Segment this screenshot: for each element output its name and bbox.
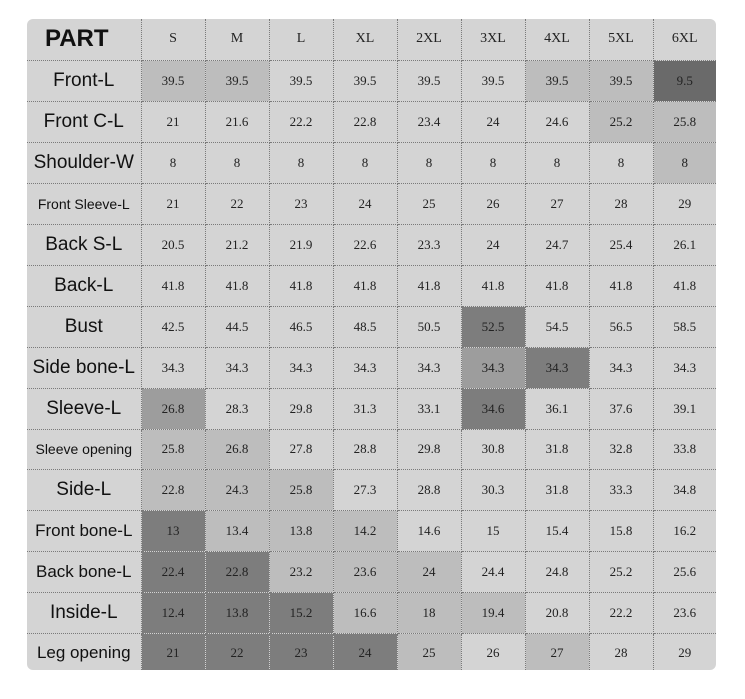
measurement-cell: 34.3: [333, 347, 397, 388]
measurement-cell: 25.6: [653, 551, 716, 592]
measurement-cell: 26: [461, 633, 525, 670]
part-header: PART: [27, 19, 141, 60]
measurement-cell: 22.8: [141, 469, 205, 510]
measurement-cell: 21: [141, 633, 205, 670]
size-header-m: M: [205, 19, 269, 60]
measurement-cell: 23.2: [269, 551, 333, 592]
size-header-s: S: [141, 19, 205, 60]
measurement-cell: 22.4: [141, 551, 205, 592]
measurement-cell: 39.1: [653, 388, 716, 429]
measurement-cell: 31.8: [525, 429, 589, 469]
measurement-cell: 21.6: [205, 101, 269, 142]
measurement-cell: 46.5: [269, 306, 333, 347]
table-row: [27, 60, 716, 101]
measurement-cell: 8: [461, 142, 525, 183]
part-label: Sleeve-L: [27, 388, 141, 429]
table-row: [27, 633, 716, 670]
measurement-cell: 22.8: [333, 101, 397, 142]
size-header-l: L: [269, 19, 333, 60]
measurement-cell: 39.5: [589, 60, 653, 101]
measurement-cell: 24: [461, 224, 525, 265]
measurement-cell: 34.3: [525, 347, 589, 388]
measurement-cell: 28.8: [397, 469, 461, 510]
measurement-cell: 14.6: [397, 510, 461, 551]
size-chart: [27, 19, 716, 670]
measurement-cell: 8: [333, 142, 397, 183]
measurement-cell: 41.8: [205, 265, 269, 306]
measurement-cell: 25.4: [589, 224, 653, 265]
measurement-cell: 34.3: [269, 347, 333, 388]
measurement-cell: 34.6: [461, 388, 525, 429]
measurement-cell: 36.1: [525, 388, 589, 429]
measurement-cell: 34.3: [461, 347, 525, 388]
part-label: Back-L: [27, 265, 141, 306]
measurement-cell: 24: [333, 183, 397, 224]
measurement-cell: 13.8: [205, 592, 269, 633]
measurement-cell: 30.8: [461, 429, 525, 469]
measurement-cell: 42.5: [141, 306, 205, 347]
measurement-cell: 23.3: [397, 224, 461, 265]
measurement-cell: 20.8: [525, 592, 589, 633]
measurement-cell: 22.2: [589, 592, 653, 633]
measurement-cell: 25.2: [589, 551, 653, 592]
measurement-cell: 15.8: [589, 510, 653, 551]
table-row: [27, 183, 716, 224]
measurement-cell: 50.5: [397, 306, 461, 347]
measurement-cell: 24.4: [461, 551, 525, 592]
table-row: [27, 592, 716, 633]
table-row: [27, 101, 716, 142]
size-header-5xl: 5XL: [589, 19, 653, 60]
measurement-cell: 41.8: [525, 265, 589, 306]
measurement-cell: 41.8: [461, 265, 525, 306]
measurement-cell: 8: [397, 142, 461, 183]
part-label: Leg opening: [27, 633, 141, 670]
size-header-4xl: 4XL: [525, 19, 589, 60]
measurement-cell: 29.8: [397, 429, 461, 469]
table-row: [27, 469, 716, 510]
measurement-cell: 15.4: [525, 510, 589, 551]
measurement-cell: 29: [653, 633, 716, 670]
measurement-cell: 22.2: [269, 101, 333, 142]
measurement-cell: 26.8: [205, 429, 269, 469]
part-label: Shoulder-W: [27, 142, 141, 183]
size-header-3xl: 3XL: [461, 19, 525, 60]
measurement-cell: 25.8: [141, 429, 205, 469]
measurement-cell: 8: [589, 142, 653, 183]
measurement-cell: 28.3: [205, 388, 269, 429]
measurement-cell: 39.5: [397, 60, 461, 101]
part-label: Front bone-L: [27, 510, 141, 551]
table-row: [27, 510, 716, 551]
measurement-cell: 54.5: [525, 306, 589, 347]
measurement-cell: 39.5: [333, 60, 397, 101]
part-label: Back bone-L: [27, 551, 141, 592]
measurement-cell: 23.4: [397, 101, 461, 142]
header-row: [27, 19, 716, 60]
measurement-cell: 25: [397, 183, 461, 224]
measurement-cell: 39.5: [525, 60, 589, 101]
measurement-cell: 34.3: [397, 347, 461, 388]
measurement-cell: 39.5: [461, 60, 525, 101]
measurement-cell: 39.5: [141, 60, 205, 101]
measurement-cell: 13.8: [269, 510, 333, 551]
measurement-cell: 28: [589, 633, 653, 670]
measurement-cell: 15.2: [269, 592, 333, 633]
measurement-cell: 26: [461, 183, 525, 224]
measurement-cell: 15: [461, 510, 525, 551]
measurement-cell: 23.6: [333, 551, 397, 592]
part-label: Front-L: [27, 60, 141, 101]
measurement-cell: 56.5: [589, 306, 653, 347]
measurement-cell: 24: [397, 551, 461, 592]
measurement-cell: 52.5: [461, 306, 525, 347]
part-label: Back S-L: [27, 224, 141, 265]
measurement-cell: 18: [397, 592, 461, 633]
measurement-cell: 24.3: [205, 469, 269, 510]
measurement-cell: 34.3: [653, 347, 716, 388]
table-row: [27, 551, 716, 592]
table-row: [27, 388, 716, 429]
measurement-cell: 21: [141, 183, 205, 224]
measurement-cell: 21: [141, 101, 205, 142]
measurement-cell: 41.8: [653, 265, 716, 306]
measurement-cell: 24: [461, 101, 525, 142]
measurement-cell: 28: [589, 183, 653, 224]
measurement-cell: 39.5: [205, 60, 269, 101]
measurement-cell: 23: [269, 633, 333, 670]
measurement-cell: 9.5: [653, 60, 716, 101]
table-row: [27, 429, 716, 469]
part-label: Side-L: [27, 469, 141, 510]
measurement-cell: 33.3: [589, 469, 653, 510]
measurement-cell: 34.3: [205, 347, 269, 388]
table-row: [27, 347, 716, 388]
measurement-cell: 32.8: [589, 429, 653, 469]
measurement-cell: 25: [397, 633, 461, 670]
measurement-cell: 31.3: [333, 388, 397, 429]
measurement-cell: 34.8: [653, 469, 716, 510]
measurement-cell: 24: [333, 633, 397, 670]
measurement-cell: 24.7: [525, 224, 589, 265]
measurement-cell: 23: [269, 183, 333, 224]
part-label: Bust: [27, 306, 141, 347]
measurement-cell: 34.3: [589, 347, 653, 388]
measurement-cell: 25.8: [653, 101, 716, 142]
measurement-cell: 23.6: [653, 592, 716, 633]
measurement-cell: 14.2: [333, 510, 397, 551]
measurement-cell: 22.8: [205, 551, 269, 592]
table-row: [27, 265, 716, 306]
measurement-cell: 19.4: [461, 592, 525, 633]
measurement-cell: 44.5: [205, 306, 269, 347]
measurement-cell: 13: [141, 510, 205, 551]
measurement-cell: 8: [525, 142, 589, 183]
measurement-cell: 20.5: [141, 224, 205, 265]
size-table: [27, 19, 716, 670]
measurement-cell: 41.8: [141, 265, 205, 306]
measurement-cell: 33.8: [653, 429, 716, 469]
measurement-cell: 8: [205, 142, 269, 183]
size-header-6xl: 6XL: [653, 19, 716, 60]
measurement-cell: 26.1: [653, 224, 716, 265]
part-label: Sleeve opening: [27, 429, 141, 469]
part-label: Front Sleeve-L: [27, 183, 141, 224]
measurement-cell: 31.8: [525, 469, 589, 510]
measurement-cell: 25.2: [589, 101, 653, 142]
measurement-cell: 37.6: [589, 388, 653, 429]
measurement-cell: 8: [653, 142, 716, 183]
measurement-cell: 29.8: [269, 388, 333, 429]
measurement-cell: 8: [141, 142, 205, 183]
size-header-xl: XL: [333, 19, 397, 60]
measurement-cell: 27.8: [269, 429, 333, 469]
part-label: Inside-L: [27, 592, 141, 633]
measurement-cell: 27: [525, 183, 589, 224]
measurement-cell: 27: [525, 633, 589, 670]
measurement-cell: 58.5: [653, 306, 716, 347]
part-label: Front C-L: [27, 101, 141, 142]
measurement-cell: 41.8: [397, 265, 461, 306]
measurement-cell: 33.1: [397, 388, 461, 429]
measurement-cell: 28.8: [333, 429, 397, 469]
measurement-cell: 41.8: [333, 265, 397, 306]
measurement-cell: 24.6: [525, 101, 589, 142]
measurement-cell: 22: [205, 183, 269, 224]
measurement-cell: 27.3: [333, 469, 397, 510]
measurement-cell: 48.5: [333, 306, 397, 347]
measurement-cell: 29: [653, 183, 716, 224]
measurement-cell: 41.8: [589, 265, 653, 306]
measurement-cell: 21.2: [205, 224, 269, 265]
measurement-cell: 34.3: [141, 347, 205, 388]
table-row: [27, 224, 716, 265]
measurement-cell: 8: [269, 142, 333, 183]
table-row: [27, 142, 716, 183]
measurement-cell: 16.2: [653, 510, 716, 551]
measurement-cell: 13.4: [205, 510, 269, 551]
measurement-cell: 12.4: [141, 592, 205, 633]
measurement-cell: 30.3: [461, 469, 525, 510]
table-row: [27, 306, 716, 347]
measurement-cell: 24.8: [525, 551, 589, 592]
measurement-cell: 22.6: [333, 224, 397, 265]
measurement-cell: 39.5: [269, 60, 333, 101]
measurement-cell: 25.8: [269, 469, 333, 510]
measurement-cell: 41.8: [269, 265, 333, 306]
measurement-cell: 22: [205, 633, 269, 670]
size-header-2xl: 2XL: [397, 19, 461, 60]
measurement-cell: 16.6: [333, 592, 397, 633]
part-label: Side bone-L: [27, 347, 141, 388]
measurement-cell: 21.9: [269, 224, 333, 265]
measurement-cell: 26.8: [141, 388, 205, 429]
